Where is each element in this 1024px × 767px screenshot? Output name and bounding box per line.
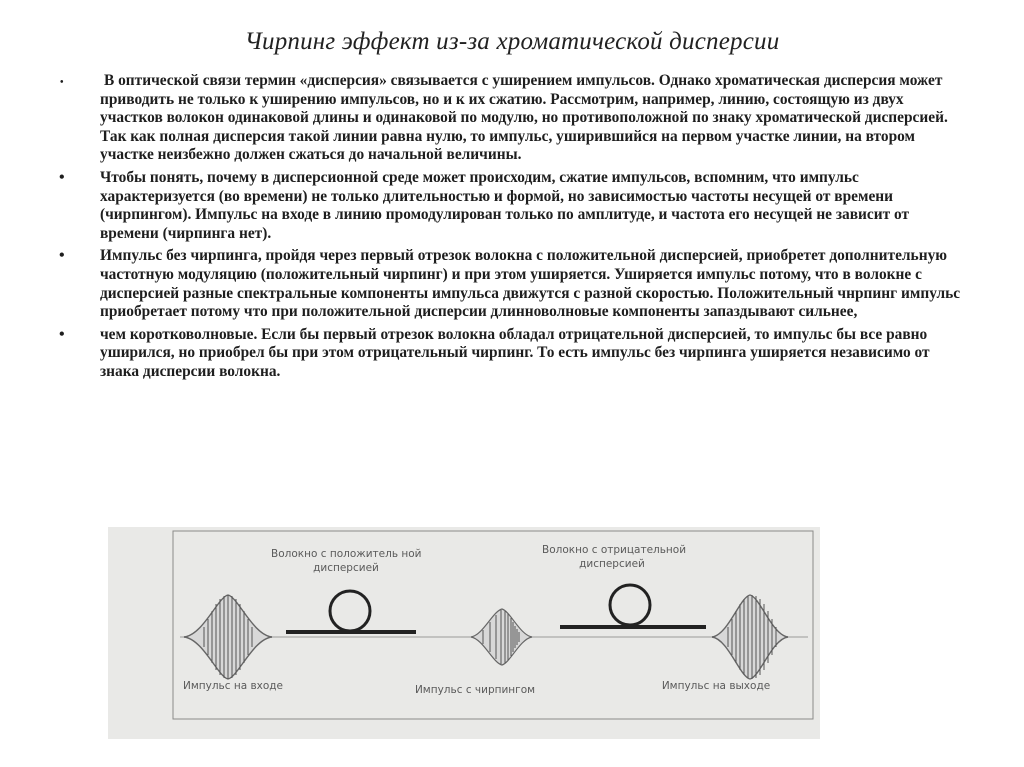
bullet-text: чем коротковолновые. Если бы первый отрезок волокна обладал отрицательной дисперсией, то импульс бы все равно уширился, но приобрел бы при этом отрицательный чирпинг. То есть импульс без чирпинга уширяется независимо от знака дисперсии волокна. xyxy=(100,325,930,380)
label-output-pulse: Импульс на выходе xyxy=(661,680,771,692)
label-fiber-positive: Волокно с положитель ной дисперсией xyxy=(271,548,422,574)
bullet-text: Импульс без чирпинга, пройдя через первый отрезок волокна с положительной дисперсией, приобретет дополнительную частотную модуляцию (положительный чирпинг) и при этом уширяется. Уширяется импульс потому, что в волокне с дисперсией разные спектральные компоненты импульса движутся с разной скоростью. Положительный чнрпинг импульс приобретает потому что при положительной дисперсии длинноволновые компоненты запаздывают сильнее, xyxy=(100,247,961,321)
bullet-item xyxy=(55,247,970,321)
input-pulse-icon xyxy=(184,595,272,679)
label-input-pulse: Импульс на входе xyxy=(182,680,284,692)
bullet-text: Чтобы понять, почему в дисперсионной среде может происходим, сжатие импульсов, вспомним, что импульс характеризуется (во времени) не только длительностью и формой, но зависимостью частоты несущей от времени (чирпингом). Импульс на входе в линию промодулирован только по амплитуде, и частота его несущей не зависит от времени (чирпинга нет). xyxy=(100,168,910,242)
bullet-text: В оптической связи термин «дисперсия» связывается с уширением импульсов. Однако хроматическая дисперсия может приводить не только к уширению импульсов, но и к их сжатию. Рассмотрим, например, линию, состоящую из двух участков волокон одинаковой длины и одинаковой по модулю, но противоположной по знаку хроматической дисперсией. Так как полная дисперсия такой линии равна нулю, то импульс, уширившийся на первом участке линии, на втором участке неизбежно должен сжаться до начальной величины. xyxy=(100,72,948,164)
slide-title: Чирпинг эффект из-за хроматической дисперсии xyxy=(244,28,780,55)
bullet-item xyxy=(55,326,970,382)
bullet-marker: • xyxy=(59,168,65,186)
label-chirped-pulse: Импульс с чирпингом xyxy=(414,684,536,696)
bullet-marker: • xyxy=(59,325,65,343)
output-pulse-icon xyxy=(712,595,788,679)
fiber-positive-icon xyxy=(286,591,416,632)
chirping-diagram xyxy=(108,527,820,739)
bullet-item xyxy=(55,169,970,243)
bullet-list xyxy=(55,72,970,386)
fiber-negative-icon xyxy=(560,585,706,627)
bullet-item xyxy=(55,72,970,165)
chirped-pulse-icon xyxy=(471,609,532,665)
diagram-drawing xyxy=(108,527,820,739)
label-fiber-negative: Волокно с отрицательной дисперсией xyxy=(542,544,687,570)
bullet-marker: • xyxy=(60,77,64,88)
bullet-marker: • xyxy=(59,247,65,265)
